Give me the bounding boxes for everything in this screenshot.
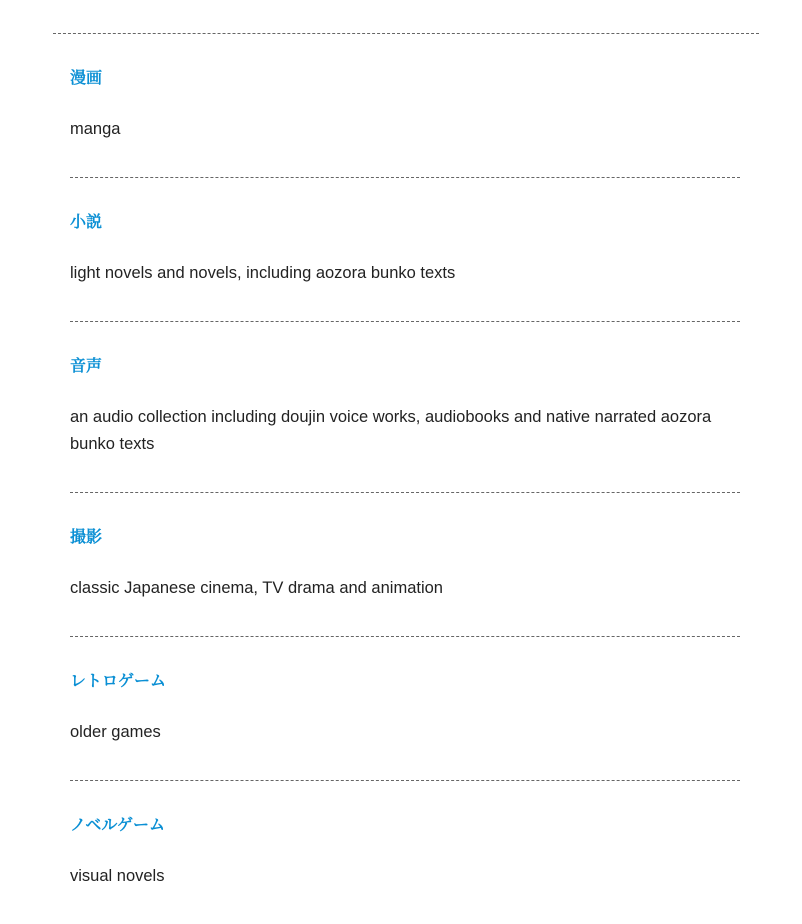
list-item-audio <box>70 322 740 493</box>
entry-description: visual novels <box>70 867 165 885</box>
list-item-visual-novels <box>70 781 740 924</box>
entry-description: light novels and novels, including aozora bunko texts <box>70 264 456 282</box>
entry-title: 小説 <box>70 214 103 231</box>
entry-title: ノベルゲーム <box>70 817 166 834</box>
list-item-novels <box>70 178 740 322</box>
entry-title: 撮影 <box>70 529 103 546</box>
list-item-retro-games <box>70 637 740 781</box>
list-item-manga <box>70 34 740 178</box>
collection-list <box>70 34 740 924</box>
entry-description: older games <box>70 723 161 741</box>
entry-title: レトロゲーム <box>70 673 167 690</box>
entry-description: an audio collection including doujin voice works, audiobooks and native narrated aozora bunko texts <box>70 408 712 453</box>
entry-description: manga <box>70 120 121 138</box>
entry-description: classic Japanese cinema, TV drama and animation <box>70 579 443 597</box>
entry-title: 音声 <box>70 358 103 375</box>
entry-title: 漫画 <box>70 70 103 87</box>
list-item-cinema <box>70 493 740 637</box>
